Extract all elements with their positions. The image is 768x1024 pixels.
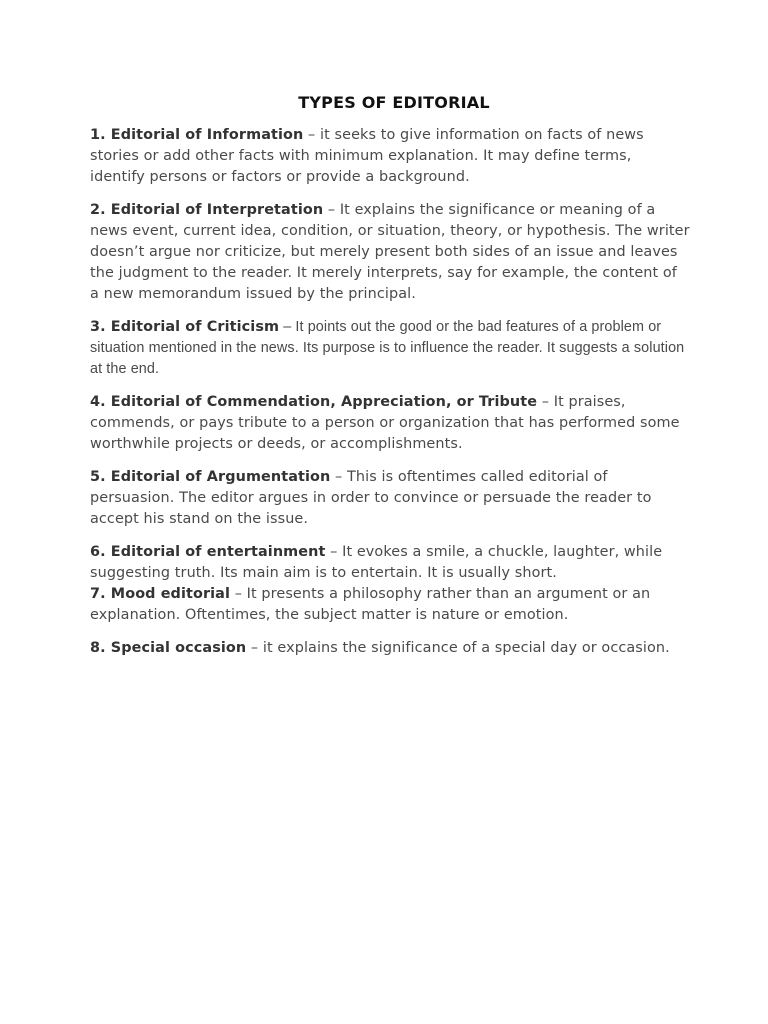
editorial-type-description: – It explains the significance or meaning of a news event, current idea, condition, or situation, theory, or hypothesis. The writer doesn’t argue nor criticize, but merely present both sides of an issue and leaves the judgment to the reader. It merely interprets, say for example, the content of a new memorandum issued by the principal. bbox=[90, 202, 690, 302]
editorial-type-term: 7. Mood editorial bbox=[90, 586, 231, 602]
editorial-type-item bbox=[90, 584, 690, 626]
editorial-type-description: – It evokes a smile, a chuckle, laughter, while suggesting truth. Its main aim is to entertain. It is usually short. bbox=[90, 544, 663, 581]
editorial-type-description: – It points out the good or the bad features of a problem or situation mentioned in the news. Its purpose is to influence the reader. It suggests a solution at the end. bbox=[90, 319, 685, 377]
editorial-type-term: 5. Editorial of Argumentation bbox=[90, 469, 331, 485]
editorial-type-term: 2. Editorial of Interpretation bbox=[90, 202, 324, 218]
editorial-type-description: – It praises, commends, or pays tribute to a person or organization that has performed some worthwhile projects or deeds, or accomplishments. bbox=[90, 394, 680, 452]
editorial-type-term: 6. Editorial of entertainment bbox=[90, 544, 326, 560]
editorial-type-term: 3. Editorial of Criticism bbox=[90, 319, 280, 335]
editorial-type-item bbox=[90, 125, 690, 188]
editorial-type-item bbox=[90, 542, 690, 584]
editorial-type-item bbox=[90, 392, 690, 455]
editorial-type-description: – it explains the significance of a special day or occasion. bbox=[246, 640, 670, 656]
editorial-type-description: – This is oftentimes called editorial of persuasion. The editor argues in order to convince or persuade the reader to accept his stand on the issue. bbox=[90, 469, 652, 527]
document-page bbox=[90, 93, 690, 671]
editorial-type-item bbox=[90, 200, 690, 305]
editorial-type-item bbox=[90, 467, 690, 530]
document-title: TYPES OF EDITORIAL bbox=[298, 93, 490, 112]
editorial-type-term: 8. Special occasion bbox=[90, 640, 247, 656]
editorial-type-description: – It presents a philosophy rather than an argument or an explanation. Oftentimes, the subject matter is nature or emotion. bbox=[90, 586, 651, 623]
editorial-type-term: 1. Editorial of Information bbox=[90, 127, 304, 143]
editorial-type-description: – it seeks to give information on facts of news stories or add other facts with minimum explanation. It may define terms, identify persons or factors or provide a background. bbox=[90, 127, 644, 185]
editorial-type-term: 4. Editorial of Commendation, Appreciation, or Tribute bbox=[90, 394, 538, 410]
editorial-type-item bbox=[90, 638, 690, 659]
editorial-type-item bbox=[90, 317, 690, 380]
